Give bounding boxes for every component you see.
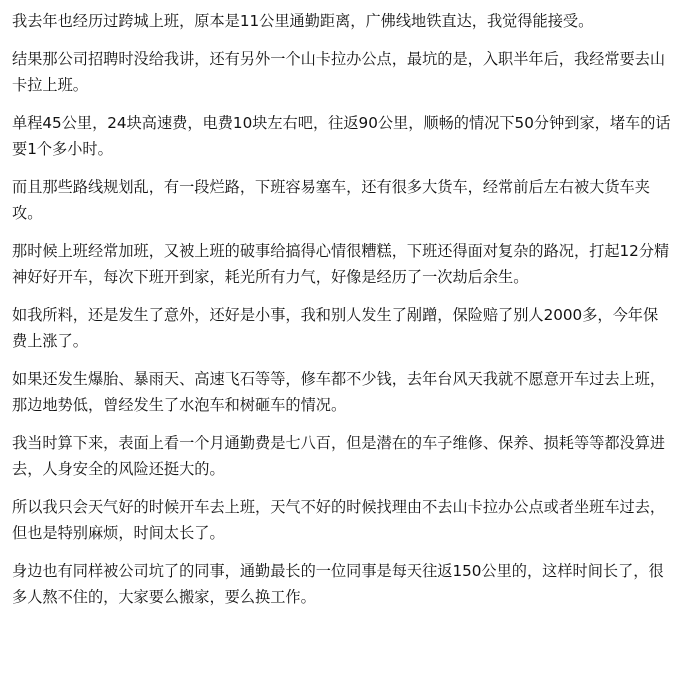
paragraph-8: 我当时算下来，表面上看一个月通勤费是七八百，但是潜在的车子维修、保养、损耗等等都没算进去，人身安全的风险还挺大的。 (12, 434, 666, 478)
paragraph-6: 如我所料，还是发生了意外，还好是小事，我和别人发生了剐蹭，保险赔了别人2000多，今年保费上涨了。 (12, 306, 659, 350)
paragraph-3: 单程45公里，24块高速费，电费10块左右吧，往返90公里，顺畅的情况下50分钟到家，堵车的话要1个多小时。 (12, 114, 671, 158)
paragraph-10: 身边也有同样被公司坑了的同事，通勤最长的一位同事是每天往返150公里的，这样时间长了，很多人熬不住的，大家要么搬家，要么换工作。 (12, 562, 664, 606)
article-body (12, 8, 672, 610)
paragraph-2: 结果那公司招聘时没给我讲，还有另外一个山卡拉办公点，最坑的是，入职半年后，我经常要去山卡拉上班。 (12, 50, 666, 94)
paragraph-5: 那时候上班经常加班，又被上班的破事给搞得心情很糟糕，下班还得面对复杂的路况，打起12分精神好好开车，每次下班开到家，耗光所有力气，好像是经历了一次劫后余生。 (12, 242, 670, 286)
paragraph-7: 如果还发生爆胎、暴雨天、高速飞石等等，修车都不少钱，去年台风天我就不愿意开车过去上班，那边地势低，曾经发生了水泡车和树砸车的情况。 (12, 370, 666, 414)
paragraph-4: 而且那些路线规划乱，有一段烂路，下班容易塞车，还有很多大货车，经常前后左右被大货车夹攻。 (12, 178, 650, 222)
paragraph-1: 我去年也经历过跨城上班，原本是11公里通勤距离，广佛线地铁直达，我觉得能接受。 (12, 12, 594, 30)
paragraph-9: 所以我只会天气好的时候开车去上班，天气不好的时候找理由不去山卡拉办公点或者坐班车过去，但也是特别麻烦，时间太长了。 (12, 498, 666, 542)
